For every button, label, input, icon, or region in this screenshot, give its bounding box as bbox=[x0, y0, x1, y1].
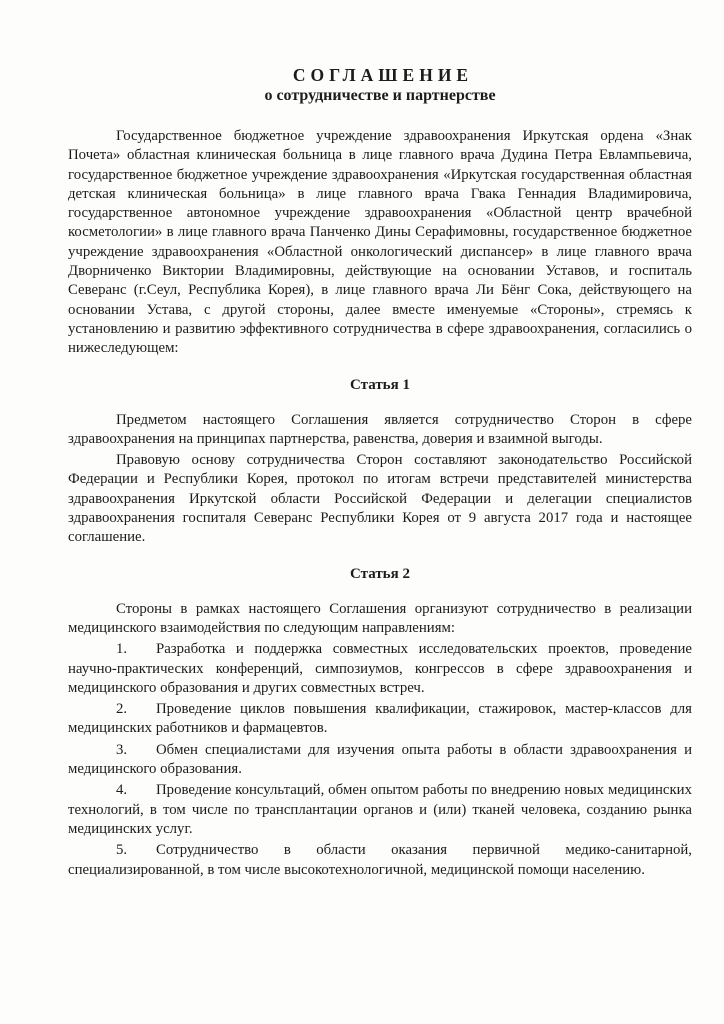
list-item bbox=[68, 640, 692, 698]
article-1-heading: Статья 1 bbox=[350, 376, 410, 393]
document-title: СОГЛАШЕНИЕ bbox=[292, 65, 474, 85]
list-item-number: 3. bbox=[116, 741, 128, 758]
list-item-text: Обмен специалистами для изучения опыта работы в области здравоохранения и медицинского образования. bbox=[68, 741, 692, 778]
document-subtitle: о сотрудничестве и партнерстве bbox=[264, 87, 496, 104]
article-1-paragraph-1: Предметом настоящего Соглашения является сотрудничество Сторон в сфере здравоохранения на принципах партнерства, равенства, доверия и взаимной выгоды. bbox=[68, 411, 692, 447]
article-2-heading: Статья 2 bbox=[350, 565, 410, 582]
document-body bbox=[68, 64, 692, 880]
list-item-text: Проведение консультаций, обмен опытом работы по внедрению новых медицинских технологий, в том числе по трансплантации органов и (или) тканей человека, созданию рынка медицинских услуг. bbox=[68, 782, 692, 837]
preamble-paragraph: Государственное бюджетное учреждение здравоохранения Иркутская ордена «Знак Почета» областная клиническая больница в лице главного врача Дудина Петра Евлампьевича, государственное бюджетное учреждение здравоохранения «Иркутская государственная областная детская клиническая больница» в лице главного врача Гвака Геннадия Владимировича, государственное автономное учреждение здравоохранения «Областной центр врачебной косметологии» в лице главного врача Панченко Дины Серафимовны, государственное бюджетное учреждение здравоохранения «Областной онкологический диспансер» в лице главного врача Дворниченко Виктории Владимировны, действующие на основании Уставов, и госпиталь Северанс (г.Сеул, Республика Корея), в лице главного врача Ли Бёнг Сока, действующего на основании Устава, с другой стороны, далее вместе именуемые «Стороны», стремясь к установлению и развитию эффективного сотрудничества в сфере здравоохранения, согласились о нижеследующем: bbox=[68, 128, 692, 357]
list-item bbox=[68, 841, 692, 880]
list-item-text: Сотрудничество в области оказания первичной медико-санитарной, специализированной, в том числе высокотехнологичной, медицинской помощи населению. bbox=[68, 842, 692, 878]
list-item-number: 4. bbox=[116, 782, 128, 799]
article-1-paragraph-2: Правовую основу сотрудничества Сторон составляют законодательство Российской Федерации и Республики Корея, протокол по итогам встречи представителей министерства здравоохранения Иркутской области Российской Федерации и делегации специалистов здравоохранения госпиталя Северанс Республики Корея от 9 августа 2017 года и настоящее соглашение. bbox=[68, 452, 692, 546]
list-item bbox=[68, 741, 692, 780]
list-item bbox=[68, 781, 692, 839]
list-item-number: 5. bbox=[116, 842, 128, 859]
list-item-number: 1. bbox=[116, 641, 128, 658]
article-2-intro: Стороны в рамках настоящего Соглашения организуют сотрудничество в реализации медицинского взаимодействия по следующим направлениям: bbox=[68, 600, 692, 636]
list-item-number: 2. bbox=[116, 701, 128, 718]
list-item bbox=[68, 700, 692, 739]
list-item-text: Проведение циклов повышения квалификации, стажировок, мастер-классов для медицинских работников и фармацевтов. bbox=[68, 701, 692, 737]
list-item-text: Разработка и поддержка совместных исследовательских проектов, проведение научно-практических конференций, симпозиумов, конгрессов в сфере здравоохранения и медицинского образования и других совместных встреч. bbox=[68, 641, 692, 696]
